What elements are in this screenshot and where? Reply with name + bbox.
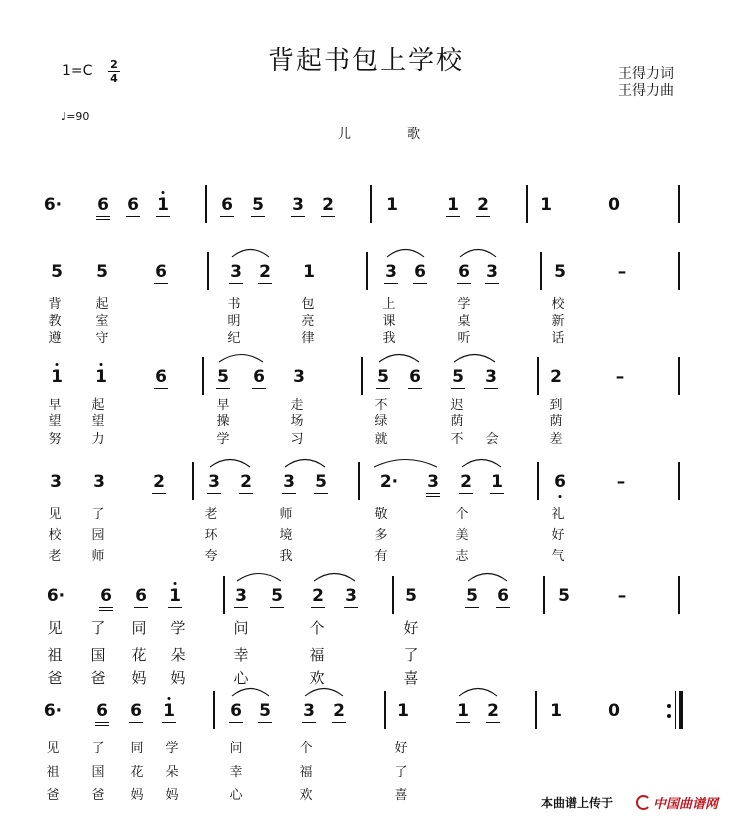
lyric-char: 教 [48,314,62,329]
note: 0 [608,195,620,215]
note: 6 [97,195,109,215]
note: 1 [303,262,315,282]
note: 2 [240,472,252,492]
lyric-char: 同 [131,619,147,637]
lyric-char: 喜 [403,669,419,687]
lyric-char: 了 [91,507,105,522]
lyric-char: 我 [279,549,293,564]
key-signature: 1=C [62,63,93,79]
lyric-char: 同 [130,741,144,756]
note: 6 [96,701,108,721]
lyric-char: 守 [95,331,109,346]
note: 3 [385,262,397,282]
lyric-char: 见 [47,619,63,637]
lyric-char: 话 [551,331,565,346]
note: 5 [252,195,264,215]
lyric-char: 好 [394,741,408,756]
lyric-char: 了 [90,619,106,637]
lyric-char: 福 [309,646,325,664]
lyric-char: 心 [229,788,243,803]
lyric-char: 走 [290,398,304,413]
note: 3 [485,367,497,387]
note: 6 [221,195,233,215]
lyric-char: 环 [204,528,218,543]
note: 1 [169,586,181,606]
lyric-char: 学 [457,297,471,312]
lyric-char: 幸 [229,765,243,780]
note: 6 [414,262,426,282]
slur [219,355,263,363]
lyric-char: 礼 [551,507,565,522]
lyric-char: 明 [227,314,241,329]
note: 5 [554,262,566,282]
lyric-char: 个 [299,741,313,756]
lyric-char: 了 [394,765,408,780]
note: 5 [217,367,229,387]
slur [459,689,497,697]
note: 5 [271,586,283,606]
note: 0 [608,701,620,721]
slur [232,250,269,258]
note: 5 [259,701,271,721]
lyric-char: 起 [91,398,105,413]
note: 3 [292,195,304,215]
lyric-char: 背 [48,297,62,312]
lyric-char: 望 [91,414,105,429]
note: 5 [466,586,478,606]
note: 6 [230,701,242,721]
lyric-char: 国 [90,646,106,664]
lyric-char: 桌 [457,314,471,329]
note: 5 [405,586,417,606]
note: 2 [487,701,499,721]
lyric-char: 绿 [374,414,388,429]
upload-note: 本曲谱上传于 [541,796,614,810]
note: 6 [155,262,167,282]
slur [454,355,495,363]
note: 3 [293,367,305,387]
lyric-char: 上 [382,297,396,312]
lyric-char: 个 [455,507,469,522]
note: 6 [497,586,509,606]
lyric-char: 校 [551,297,565,312]
note: 5 [51,262,63,282]
lyric-char: 气 [551,549,565,564]
slur [379,355,419,363]
lyric-char: 我 [382,331,396,346]
slur [237,574,281,582]
lyric-char: 新 [551,314,565,329]
note: 1 [397,701,409,721]
lyric-char: 不 [450,432,464,447]
lyric-char: 迟 [450,398,464,413]
note: 3 [486,262,498,282]
slur [314,574,355,582]
lyric-char: 遵 [48,331,62,346]
note: – [616,472,626,492]
note: 1 [163,701,175,721]
time-signature-top: 2 [110,58,118,71]
genre-label: 儿 歌 [338,127,447,142]
lyric-char: 喜 [394,788,408,803]
lyric-char: 起 [95,297,109,312]
lyric-char: 朵 [165,765,179,780]
note: 1 [457,701,469,721]
lyric-char: 问 [233,619,249,637]
note: 3 [208,472,220,492]
note: 5 [452,367,464,387]
lyric-char: 爸 [91,788,105,803]
slur [285,460,325,468]
lyric-char: 个 [309,619,325,637]
site-name: 中国曲谱网 [653,797,719,812]
lyric-char: 见 [46,741,60,756]
lyric-char: 校 [48,528,62,543]
note: 6 [253,367,265,387]
lyric-char: 夸 [204,549,218,564]
note: 6 [135,586,147,606]
note: 6 [127,195,139,215]
lyric-char: 学 [216,432,230,447]
lyric-char: 师 [279,507,293,522]
note: 1 [491,472,503,492]
time-signature-bottom: 4 [110,72,118,85]
note: 6 [100,586,112,606]
lyric-char: 力 [91,432,105,447]
lyric-char: 学 [165,741,179,756]
lyric-char: 国 [91,765,105,780]
note: 1 [540,195,552,215]
slur [374,460,437,468]
slur [462,460,501,468]
note: 3 [230,262,242,282]
note: 2 [322,195,334,215]
slur [305,689,343,697]
lyric-char: 欢 [299,788,313,803]
note: 6 [458,262,470,282]
note: 6 [130,701,142,721]
note: 3 [235,586,247,606]
lyric-char: 见 [48,507,62,522]
lyric-char: 场 [290,414,304,429]
lyric-char: 敬 [374,507,388,522]
lyric-char: 志 [455,549,469,564]
lyric-char: 书 [227,297,241,312]
note: – [617,262,627,282]
note: 5 [315,472,327,492]
lyric-char: 努 [48,432,62,447]
note: 2 [550,367,562,387]
site-logo-icon [636,795,651,810]
lyric-char: 欢 [309,669,325,687]
lyric-char: 习 [290,432,304,447]
lyric-char: 园 [91,528,105,543]
note: 3 [50,472,62,492]
lyric-char: 朵 [170,646,186,664]
lyric-char: 问 [229,741,243,756]
lyric-char: 不 [374,398,388,413]
lyric-char: 早 [48,398,62,413]
note: 6· [43,701,63,721]
song-title: 背起书包上学校 [268,46,465,76]
note: 5 [96,262,108,282]
lyric-char: 包 [301,297,315,312]
site-logo[interactable] [636,793,718,812]
lyric-char: 老 [204,507,218,522]
lyric-char: 妈 [170,669,186,687]
note: 2 [259,262,271,282]
lyric-char: 亮 [301,314,315,329]
lyric-char: 课 [382,314,396,329]
lyric-char: 妈 [165,788,179,803]
note: 3 [345,586,357,606]
lyric-char: 听 [457,331,471,346]
lyric-char: 祖 [46,765,60,780]
lyric-char: 师 [91,549,105,564]
lyric-char: 操 [216,414,230,429]
note: 3 [427,472,439,492]
lyric-char: 老 [48,549,62,564]
lyric-char: 多 [374,528,388,543]
slur [387,250,424,258]
lyric-char: 花 [131,646,147,664]
lyric-char: 美 [455,528,469,543]
note: 6 [554,472,566,492]
lyric-char: 律 [301,331,315,346]
lyric-char: 爸 [90,669,106,687]
lyric-char: 就 [374,432,388,447]
note: 1 [51,367,63,387]
lyric-char: 好 [403,619,419,637]
note: – [617,586,627,606]
lyricist-credit: 王得力词 [618,66,674,82]
lyric-char: 福 [299,765,313,780]
slur [468,574,507,582]
note: 3 [303,701,315,721]
lyric-char: 到 [549,398,563,413]
note: 2 [333,701,345,721]
lyric-char: 差 [549,432,563,447]
lyric-char: 早 [216,398,230,413]
lyric-char: 祖 [47,646,63,664]
lyric-char: 荫 [450,414,464,429]
note: 2· [379,472,399,492]
lyric-char: 妈 [131,669,147,687]
slur [232,689,269,697]
note: 1 [95,367,107,387]
lyric-char: 心 [233,669,249,687]
note: 2 [460,472,472,492]
lyric-char: 妈 [130,788,144,803]
note: 1 [157,195,169,215]
note: 5 [558,586,570,606]
note: 3 [283,472,295,492]
lyric-char: 了 [91,741,105,756]
lyric-char: 爸 [46,788,60,803]
tempo-marking: ♩=90 [61,110,90,123]
note: 2 [153,472,165,492]
note: 6 [409,367,421,387]
note: 5 [377,367,389,387]
lyric-char: 花 [130,765,144,780]
note: 6· [43,195,63,215]
lyric-char: 爸 [47,669,63,687]
note: 1 [550,701,562,721]
lyric-char: 境 [279,528,293,543]
note: 6 [155,367,167,387]
lyric-char: 望 [48,414,62,429]
lyric-char: 好 [551,528,565,543]
note: 2 [312,586,324,606]
lyric-char: 学 [170,619,186,637]
lyric-char: 室 [95,314,109,329]
lyric-char: 幸 [233,646,249,664]
note: 2 [477,195,489,215]
composer-credit: 王得力曲 [618,83,674,99]
note: 1 [447,195,459,215]
lyric-char: 荫 [549,414,563,429]
note: 3 [93,472,105,492]
lyric-char: 纪 [227,331,241,346]
lyric-char: 了 [403,646,419,664]
slur [210,460,250,468]
lyric-char: 有 [374,549,388,564]
note: 1 [386,195,398,215]
note: – [615,367,625,387]
note: 6· [46,586,66,606]
slur [460,250,496,258]
lyric-char: 会 [485,432,499,447]
